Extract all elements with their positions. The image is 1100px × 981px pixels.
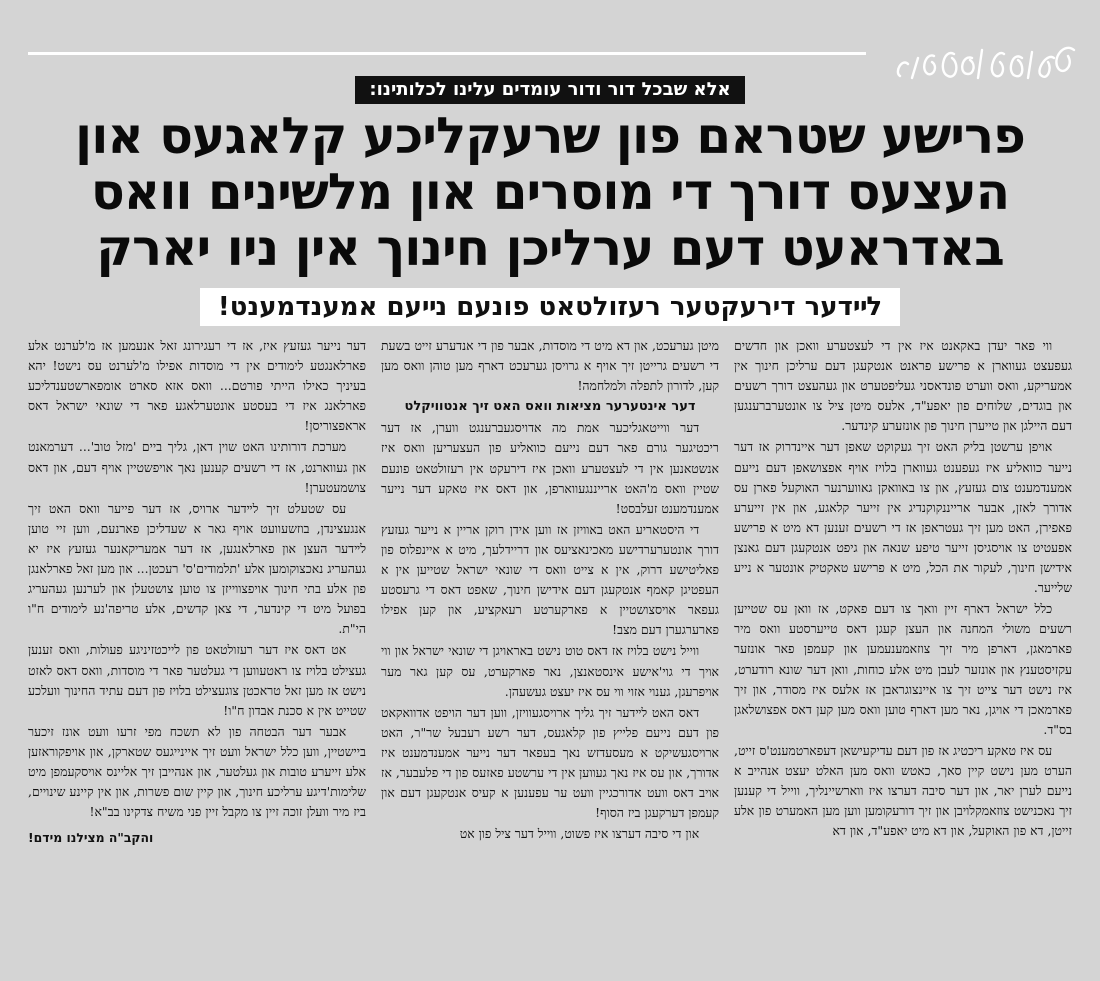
- article-paragraph: אט דאס איז דער רעזולטאט פון לייכטזיניגע פעולות, וואס זענען געצילט בלויז צו ראטעווען די געלטער פאר די מוסדות, וואס דאס לאזט נישט אז מען זאל טראכטן צוגעצילט בלויז פון דעם עתיד החינוך וועלכע שטייט אין א סכנת אבדון ח"ו!: [28, 642, 366, 718]
- headline-line-1: פרישע שטראם פון שרעקליכע קלאגעס און: [75, 107, 1025, 165]
- closing-line: והקב"ה מצילנו מידם!: [28, 830, 154, 846]
- article-paragraph: כלל ישראל דארף זיין וואך צו דעם פאקט, אז וואן עס שטייען רשעים משולי המחנה און העצן קעגן דאס טייערסטע וואס מיר פארמאגן, דארפן מיר זיך צוזאמענעמען און קעמפן פאר אונזער עקזיסטענץ און אונזער לעבן מיט אלע כוחות, וואן דער שונא רודערט, איז נישט דער צייט זיך צו איינצוגראבן אז אלעס איז מסודר, און זיך פארמאכן די אויגן, נאר מען דארף טוען וואס מען קען דאס אפצושלאגן בס"ד.: [734, 601, 1072, 737]
- subhead-text: לײדער דירעקטער רעזולטאט פונעם נײעם אמענדמענט!: [200, 288, 900, 326]
- article-paragraph: דער נייער געזעץ איז, אז די רעגירונג זאל אנעמען אז מ'לערנט אלע פארלאנגטע לימודים אין די מוסדות אפילו מ'לערנט עס נישט! יהא בעיניך כאילו הייתי פורטם... וואס אזא סארט אומפארשטענדליכע פארלאנג איז די בעסטע אונטערלאגע פאר די שונאי ישראל דאס אראפצוריסן!: [28, 338, 366, 434]
- article-paragraph: די היסטאריע האט באוויזן אז ווען אידן רוקן אריין א נייער געזעץ דורך אונטערערדישע מאכינאציעס און דריידלעך, מיט א איינפלוס פון פאליטישע דרוק, אין א צייט וואס די שונאי ישראל שטייען אין א העפטיגן קאמף אנטקעגן דעם אידישן חינוך, שאפט דאס די גרעסטע געפאר אויסצושטיין א פארקערטע רעאקציע, און קען אפילו פארערגערן דעם מצב!: [381, 521, 719, 638]
- article-column-2: [381, 336, 719, 969]
- kicker-banner: [0, 76, 1100, 104]
- headline: [40, 108, 1060, 276]
- top-rule: [28, 52, 866, 55]
- article-paragraph: מערכת דורותינו האט שוין דאן, גליך ביים 'מזל טוב'... דערמאנט און געווארנט, אז די רשעים קענען נאך אויפשטיין אויף דעם, און דאס צושמעטערן!: [28, 439, 366, 495]
- headline-line-3: באדראעט דעם ערליכן חינוך אין ניו יארק: [96, 219, 1004, 277]
- headline-line-2: העצעס דורך די מוסרים און מלשינים וואס: [90, 163, 1010, 221]
- article-paragraph: ווי פאר יעדן באקאנט איז אין די לעצטערע וואכן און חדשים געפעצט געווארן א פרישע פראנט אנטקעגן דעם ערליכן חינוך אין אמעריקע, וואס ווערט פונדאסני געליפטערט און געהעצט דורך רשעים און בוגדים, שלוחים פון יאפע"ד, אלעס מיטן ציל צו אונטערברענגען דעם היילגן און טייערן חינוך פון אונזערע קינדער.: [734, 338, 1072, 434]
- article-paragraph: און די סיבה דערצו איז פשוט, ווייל דער ציל פון אט: [459, 826, 700, 842]
- article-paragraph: עס איז טאקע ריכטיג אז פון דעם עדיקעישאן דעפארטמענט'ס זייט, הערט מען נישט קיין סאך, כאטש וואס מען האלט יעצט אנהייב א נייעם לערן יאר, און דער סיבה דערצו איז ווארשיינליך, ווייל די קענען זיך נאכנישט צוזאמקלויבן און זיך דורעקומען ווען מען האמערט פון אלע זייטן, דא פון האוקעל, און דא מיט יאפע"ד, און דא: [734, 742, 1072, 839]
- article-paragraph: עס שטעלט זיך לײדער ארויס, אז דער פייער וואס האט זיך אנגעצינדן, בוזשעוועט אויף גאר א שעדליכן פארנעם, ווען זיי טוען לײדער העצן און פארלאנגען, אז דער אמעריקאנער געזעץ איז יא געהעריג נאכצוקומען אלע 'תלמודים'ס' רעכטן... און מען זאל פארלאנגן פון אלע בתי חינוך אויפצווייזן צו טוען צושטעלן און לערנען געהעריג בפועל מיט די קינדער, די צאן קדשים, אלע טריפה'נע לימודים ח"ו הי"ת.: [28, 500, 366, 637]
- article-columns: [28, 336, 1072, 969]
- article-column-3: [28, 336, 366, 969]
- kicker-text: אלא שבכל דור ודור עומדים עלינו לכלותינו:: [355, 76, 744, 104]
- article-paragraph: מיטן גערעכט, און דא מיט די מוסדות, אבער פון די אנדערע זייט בשעת די רשעים גרייטן זיך אויף א גרויסן גערעכט דארף מען טוהן וואס מען קען, לדורון לתפלה ולמלחמה!: [381, 338, 719, 394]
- article-paragraph: ווייל נישט בלויז אז דאס טוט נישט באראויגן די שונאי ישראל און ווי אויך די גוי'אישע אינסטאנצן, נאר פארקערט, עס קען גאר מער אויפרעגן, גענוי אזוי ווי עס איז יעצט געשעהן.: [381, 643, 719, 699]
- section-subheading: דער אינטערער מציאות וואס האט זיך אנטוויקלט: [404, 399, 696, 415]
- article-paragraph: אבער דער הבטחה פון לא תשכח מפי זרעו וועט אונז זיכער ביישטיין, ווען כלל ישראל וועט זיך איינייגעס שטארקן, און אויפקוראזען אלע זייערע טובות און געלטער, און אנהייבן זיך אליינס אויסקעמפן מיט שלימות'דיגע ערליכע חינוך, און קיין שום פשרות, און אין קיינע שינויים, ביז מיר וועלן זוכה זיין צו מקבל זיין פני משיח צדקינו בב"א!: [28, 723, 366, 820]
- article-paragraph: אויפן ערשטן בליק האט זיך געקוקט שאפן דער איינדרוק אז דער נייער כוואליע איז געפענט געווארן בלויז אויף אפצושאפן דעם נייעם אמענדמענט צום געזעץ, און צו באוואקן גאווערנער האוקעל פארן עס אדורך לאזן, אבער ארייננקוקנדיג אין זייער קלאגע, און אין זייערע פאפירן, האט מען זיך געטראפן אז די רשעים זענען דא מיט א פרישע אפעטיט צו אויסגיסן זייער טיפע שנאה און גיפט אנטקעגן דעם גאנצן אידישן חינוך, לעקור את הכל, מיט א פרישע טאקטיק אונטער א נייע שלייער.: [734, 439, 1072, 596]
- subhead-banner: [0, 288, 1100, 326]
- article-column-1: [734, 336, 1072, 969]
- article-paragraph: דער ווייטאגליכער אמת מה אדויסגעברענגט ווערן, אז דער ריכטיגער גורם פאר דעם נייעם כוואליע פון העצעריען וואס איז אנשטאנען אין די לעצטערע וואכן איז דירעקט אין רעזולטאט פונעם שטיין וואס מ'האט ארייננגעווארפן, און דאס איז טאקע דער נייער אמענדמענט זעלבסט!: [381, 420, 719, 516]
- article-paragraph: דאס האט לײדער זיך גליך ארויסגעוויזן, ווען דער הויפט אדוואקאט פון דעם נייעם פלייץ פון קלאגעס, דער רשע רעבעל שר"ר, האט ארויסגעשיקט א מעסעדזש נאך בעפאר דער נייער אמענדמענט איז אדורך, און עס איז נאך געווען אין די ערשטע פאזעס פון די פלעבער, אז אויב דאס וועט אדורכגיין וועט ער עפענען א קעיס אנטקעגן דעם און קעמפן דערקעגן ביז הסוף!: [381, 704, 719, 821]
